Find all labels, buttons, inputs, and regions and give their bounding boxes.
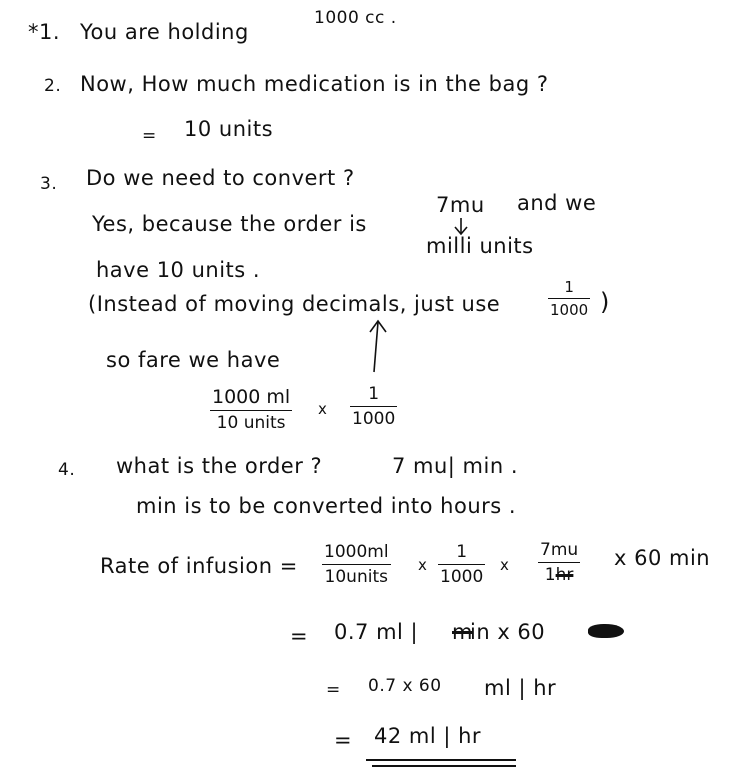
step3-note: (Instead of moving decimals, just use bbox=[88, 292, 501, 316]
ink-scribble bbox=[588, 624, 624, 638]
eq2-a: 0.7 x 60 bbox=[368, 676, 442, 696]
eq2-sign: = bbox=[326, 680, 341, 700]
fraction-numerator: 1 bbox=[456, 542, 468, 562]
times-sign: x bbox=[500, 556, 510, 574]
fraction-numerator: 1000ml bbox=[324, 542, 389, 562]
eq1-b: in x 60 bbox=[470, 620, 546, 644]
step3-milli-label: milli units bbox=[426, 234, 534, 258]
step3-question: Do we need to convert ? bbox=[86, 166, 355, 190]
answer-double-underline bbox=[372, 765, 516, 767]
times-sixty-min: x 60 min bbox=[614, 546, 711, 570]
struck-hours: hr bbox=[555, 565, 574, 585]
final-answer: 42 ml | hr bbox=[374, 724, 482, 748]
step1-value: 1000 cc . bbox=[314, 8, 397, 28]
fraction-numerator: 1 bbox=[368, 384, 380, 404]
step2-marker: 2. bbox=[44, 76, 62, 96]
times-sign: x bbox=[418, 556, 428, 574]
step3-line1-b: and we bbox=[517, 191, 597, 215]
step3-order-unit: 7mu bbox=[436, 193, 485, 217]
step3-line1-a: Yes, because the order is bbox=[92, 212, 367, 236]
eq3-sign: = bbox=[334, 728, 353, 752]
step3-line2: have 10 units . bbox=[96, 258, 261, 282]
fraction-denominator: 1000 bbox=[550, 301, 589, 319]
step1-text: You are holding bbox=[80, 20, 249, 44]
step3-marker: 3. bbox=[40, 174, 58, 194]
eq1-a: 0.7 ml | bbox=[334, 620, 419, 644]
step2-equals: = bbox=[142, 126, 157, 146]
fraction-denominator: 10units bbox=[324, 567, 388, 587]
fraction-numerator: 1000 ml bbox=[212, 386, 291, 408]
times-sign: x bbox=[318, 400, 328, 418]
eq1-struck: m bbox=[452, 620, 473, 644]
step3-note-fraction bbox=[548, 280, 590, 318]
step3-fraction-2 bbox=[350, 386, 397, 428]
step3-so-far: so fare we have bbox=[106, 348, 281, 372]
eq2-b: ml | hr bbox=[484, 676, 557, 700]
rate-fraction-1 bbox=[322, 544, 391, 586]
fraction-numerator: 7mu bbox=[540, 540, 579, 560]
step4-convert-text: min is to be converted into hours . bbox=[136, 494, 517, 518]
up-arrow-icon bbox=[366, 318, 390, 374]
rate-label: Rate of infusion = bbox=[100, 554, 298, 578]
fraction-denominator-one: 1 bbox=[544, 565, 556, 585]
fraction-denominator: 1000 bbox=[440, 567, 484, 587]
step3-note-close: ) bbox=[600, 288, 610, 316]
step4-question: what is the order ? bbox=[116, 454, 323, 478]
rate-fraction-3 bbox=[538, 542, 580, 584]
step4-marker: 4. bbox=[58, 460, 76, 480]
step2-question: Now, How much medication is in the bag ? bbox=[80, 72, 549, 96]
step2-answer: 10 units bbox=[184, 117, 274, 141]
fraction-denominator bbox=[538, 567, 580, 584]
rate-fraction-2 bbox=[438, 544, 485, 586]
eq1-sign: = bbox=[290, 624, 309, 648]
answer-underline bbox=[366, 759, 516, 761]
fraction-denominator: 10 units bbox=[216, 413, 286, 433]
fraction-numerator: 1 bbox=[564, 278, 574, 296]
step1-marker: *1. bbox=[28, 20, 61, 44]
fraction-denominator: 1000 bbox=[352, 409, 396, 429]
step3-fraction-1 bbox=[210, 388, 292, 432]
step4-order-value: 7 mu| min . bbox=[392, 454, 519, 478]
